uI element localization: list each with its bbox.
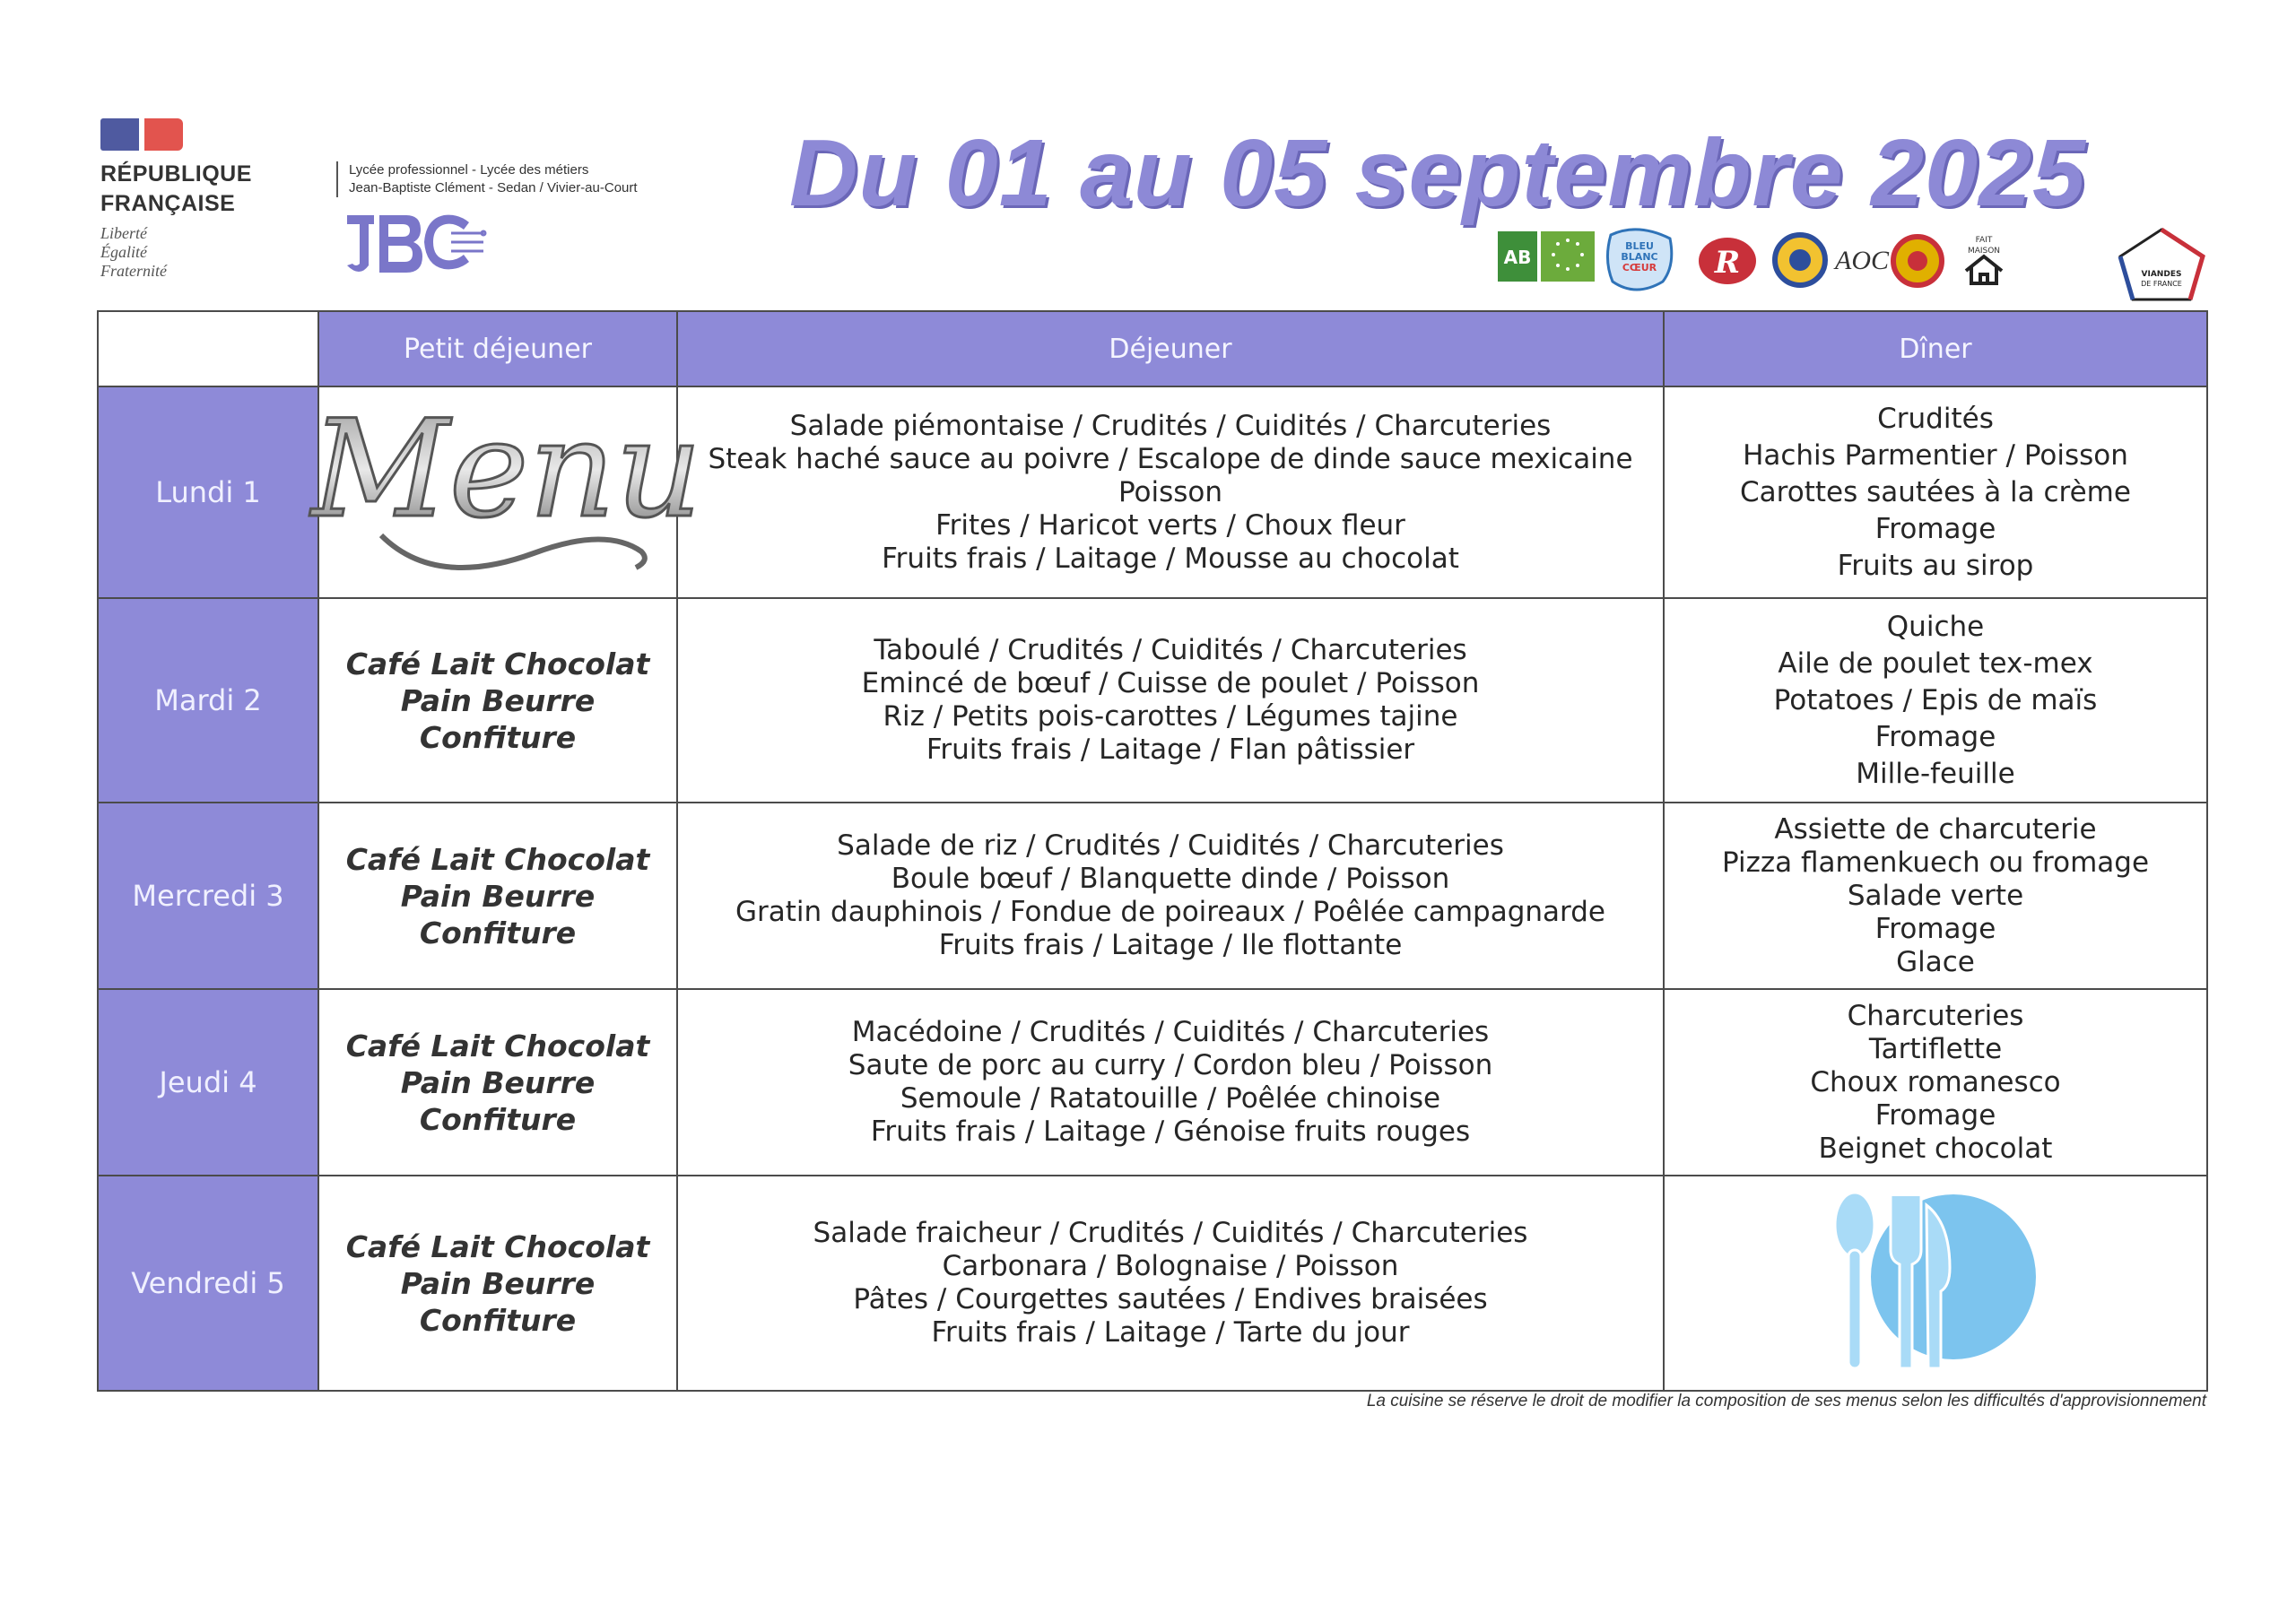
lunch-cell (677, 989, 1664, 1176)
cutlery-plate-icon (1819, 1187, 2052, 1376)
breakfast-cell (318, 598, 677, 803)
col-diner: Dîner (1664, 311, 2207, 386)
lunch-line: Pâtes / Courgettes sautées / Endives braisées (853, 1283, 1488, 1315)
footnote: La cuisine se réserve le droit de modifier la composition de ses menus selon les difficultés d'approvisionnement (1366, 1392, 2206, 1410)
dinner-line: Potatoes / Epis de maïs (1773, 683, 2098, 716)
breakfast-line: Pain Beurre Confiture (400, 1265, 596, 1338)
table-row (98, 1176, 2207, 1391)
lunch-line: Salade piémontaise / Crudités / Cuidités / Charcuteries (789, 409, 1552, 442)
dinner-cell (1664, 1176, 2207, 1391)
bbc-line3: CŒUR (1622, 262, 1657, 273)
day-cell: Mardi 2 (98, 598, 318, 803)
breakfast-line: Pain Beurre Confiture (400, 682, 596, 755)
ab-label-text: AB (1503, 247, 1532, 268)
breakfast-line: Pain Beurre Confiture (400, 1064, 596, 1137)
dinner-cell (1664, 803, 2207, 989)
breakfast-line: Café Lait Chocolat (345, 1028, 650, 1063)
fait-maison-icon (1957, 231, 2011, 291)
day-cell: Vendredi 5 (98, 1176, 318, 1391)
lunch-cell (677, 1176, 1664, 1391)
lunch-line: Salade de riz / Crudités / Cuidités / Charcuteries (837, 829, 1504, 862)
label-rouge-icon (1697, 235, 1758, 287)
lunch-line: Semoule / Ratatouille / Poêlée chinoise (900, 1082, 1441, 1115)
bleu-blanc-coeur-icon (1604, 226, 1677, 294)
dinner-line: Salade verte (1847, 879, 2024, 912)
col-dejeuner: Déjeuner (677, 311, 1664, 386)
motto-egalite: Égalité (100, 243, 147, 261)
dinner-line: Pizza flamenkuech ou fromage (1721, 846, 2150, 879)
lunch-line: Riz / Petits pois-carottes / Légumes tajine (883, 700, 1458, 733)
page-title: Du 01 au 05 septembre 2025 (789, 120, 2086, 226)
day-cell: Lundi 1 (98, 386, 318, 598)
table-row (98, 803, 2207, 989)
lunch-line: Fruits frais / Laitage / Tarte du jour (931, 1316, 1410, 1349)
day-cell: Jeudi 4 (98, 989, 318, 1176)
school-line2: Jean-Baptiste Clément - Sedan / Vivier-au-Court (349, 180, 638, 195)
dinner-line: Glace (1896, 945, 1975, 978)
lunch-line: Gratin dauphinois / Fondue de poireaux / Poêlée campagnarde (735, 896, 1605, 928)
lunch-line: Fruits frais / Laitage / Mousse au chocolat (882, 542, 1459, 575)
label-rouge-text: R (1714, 245, 1741, 281)
aoc-text: AOC (1835, 246, 1889, 275)
bbc-line2: BLANC (1621, 251, 1658, 263)
lunch-line: Macédoine / Crudités / Cuidités / Charcuteries (851, 1016, 1490, 1048)
breakfast-line: Café Lait Chocolat (345, 841, 650, 877)
dinner-cell (1664, 598, 2207, 803)
lunch-cell (677, 386, 1664, 598)
lunch-line: Boule bœuf / Blanquette dinde / Poisson (891, 863, 1450, 895)
col-petit-dejeuner: Petit déjeuner (318, 311, 677, 386)
igp-icon (1770, 233, 1830, 287)
dinner-line: Crudités (1877, 402, 1994, 435)
bbc-line1: BLEU (1625, 240, 1654, 252)
school-block (336, 161, 722, 285)
dinner-cell (1664, 989, 2207, 1176)
corner-cell (98, 311, 318, 386)
menu-script-text: Menu (311, 392, 702, 548)
menu-script-logo (311, 392, 702, 580)
header-row (98, 311, 2207, 386)
dinner-line: Carottes sautées à la crème (1740, 475, 2131, 508)
table-row (98, 386, 2207, 598)
breakfast-cell (318, 803, 677, 989)
dinner-line: Fromage (1874, 720, 1996, 753)
dinner-line: Fromage (1874, 912, 1996, 945)
lunch-cell (677, 598, 1664, 803)
dinner-line: Charcuteries (1847, 999, 2024, 1032)
breakfast-line: Café Lait Chocolat (345, 1228, 650, 1264)
lunch-line: Poisson (1118, 475, 1223, 508)
lunch-line: Saute de porc au curry / Cordon bleu / Poisson (848, 1049, 1493, 1081)
table-row (98, 989, 2207, 1176)
lunch-line: Steak haché sauce au poivre / Escalope de dinde sauce mexicaine (708, 442, 1633, 475)
aoc-aop-icon (1837, 233, 1944, 289)
maison-text: MAISON (1967, 247, 2001, 256)
table-row (98, 598, 2207, 803)
dinner-line: Assiette de charcuterie (1774, 812, 2097, 846)
dinner-line: Fromage (1874, 1098, 1996, 1132)
ab-eu-organic-icon (1498, 230, 1596, 285)
lunch-cell (677, 803, 1664, 989)
jbc-school-logo (344, 210, 487, 282)
viandes-text: VIANDES (2141, 270, 2182, 279)
lunch-line: Salade fraicheur / Crudités / Cuidités / Charcuteries (813, 1217, 1528, 1249)
quality-labels (1498, 226, 2206, 305)
menu-table (97, 310, 2208, 1392)
lunch-line: Carbonara / Bolognaise / Poisson (942, 1250, 1399, 1282)
republique-francaise-logo (100, 118, 298, 281)
marianne-flag-icon (100, 118, 183, 151)
breakfast-cell (318, 1176, 677, 1391)
day-cell: Mercredi 3 (98, 803, 318, 989)
breakfast-line: Café Lait Chocolat (345, 646, 650, 681)
viandes-de-france-icon (2117, 226, 2206, 303)
de-france-text: DE FRANCE (2141, 280, 2182, 288)
dinner-line: Fromage (1874, 512, 1996, 545)
dinner-line: Choux romanesco (1810, 1065, 2061, 1098)
dinner-line: Aile de poulet tex-mex (1778, 647, 2093, 680)
republic-name-line1: RÉPUBLIQUE (100, 161, 252, 187)
motto-liberte: Liberté (100, 224, 147, 242)
dinner-line: Tartiflette (1868, 1032, 2003, 1065)
breakfast-cell (318, 989, 677, 1176)
fait-text: FAIT (1975, 236, 1993, 245)
dinner-line: Hachis Parmentier / Poisson (1743, 438, 2128, 472)
dinner-line: Quiche (1886, 610, 1985, 643)
lunch-line: Frites / Haricot verts / Choux fleur (935, 508, 1405, 542)
dinner-cell (1664, 386, 2207, 598)
dinner-line: Fruits au sirop (1837, 549, 2034, 582)
lunch-line: Fruits frais / Laitage / Ile flottante (938, 929, 1403, 961)
school-line1: Lycée professionnel - Lycée des métiers (349, 162, 589, 178)
dinner-line: Mille-feuille (1856, 757, 2015, 790)
lunch-line: Taboulé / Crudités / Cuidités / Charcuteries (874, 634, 1467, 666)
breakfast-cell (311, 386, 702, 598)
lunch-line: Fruits frais / Laitage / Flan pâtissier (926, 733, 1415, 766)
lunch-line: Fruits frais / Laitage / Génoise fruits rouges (870, 1115, 1471, 1148)
dinner-line: Beignet chocolat (1818, 1132, 2053, 1165)
motto-fraternite: Fraternité (100, 262, 167, 280)
lunch-line: Emincé de bœuf / Cuisse de poulet / Poisson (861, 667, 1480, 699)
breakfast-line: Pain Beurre Confiture (400, 878, 596, 950)
republic-name-line2: FRANÇAISE (100, 191, 236, 216)
